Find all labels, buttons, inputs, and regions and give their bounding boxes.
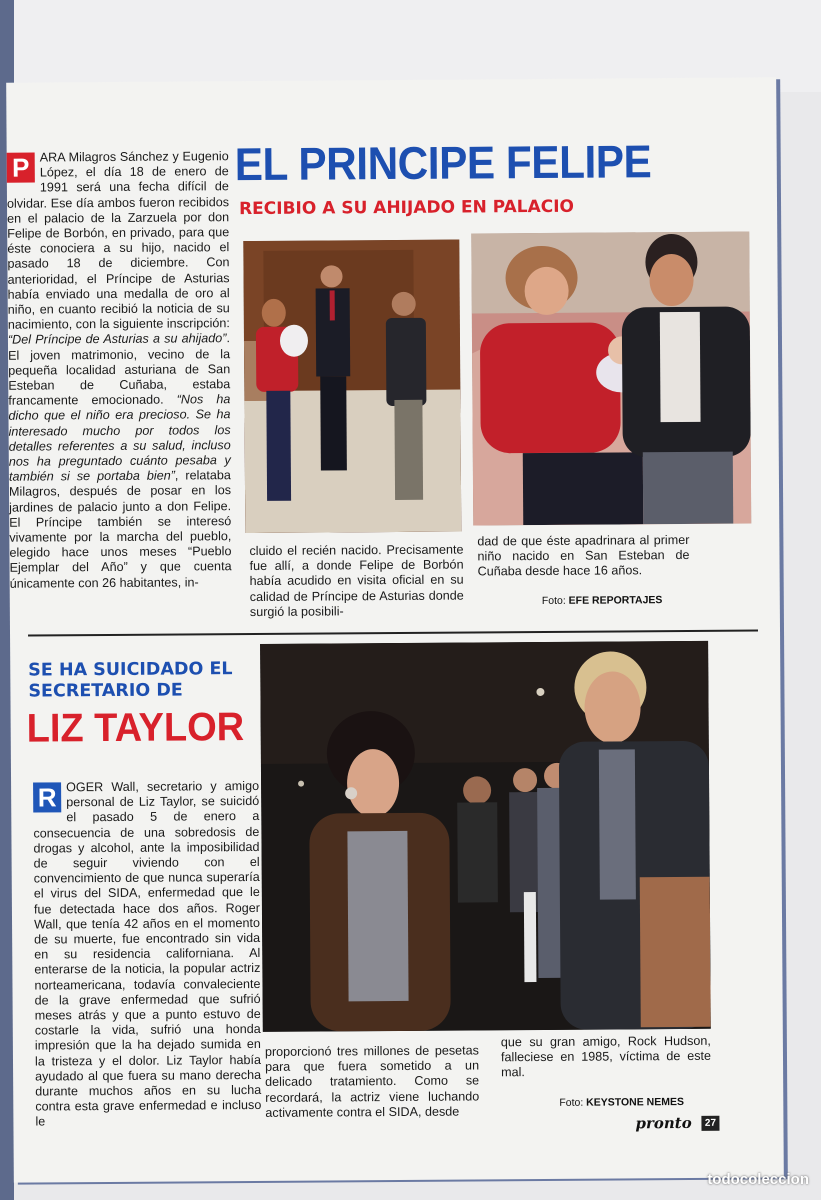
article2-column-2 [265,1043,480,1121]
article1-column-3-text: dad de que éste apadrinara al primer niño nacido en San Esteban de Cuñaba desde hace 16 años. [477,532,690,579]
article1-text-a: ARA Milagros Sánchez y Eugenio López, el día 18 de enero de 1991 será una fecha difícil de olvidar. Ese día ambos fueron recibidos en el palacio de la Zarzuela por don Felipe de Borbón, en privado, para que éste conociera a su hijo, nacido el pasado 18 de diciembre. Con anterioridad, el Príncipe de Asturias había enviado una medalla de oro al niño, en cuanto recibió la noticia de su nacimiento, con la siguiente inscripción: [6,149,230,332]
article2-credit-label: Foto: [559,1096,584,1109]
article1-title: EL PRINCIPE FELIPE [234,135,652,191]
photo-liz-taylor [260,641,711,1032]
article2-dropcap: R [33,782,61,812]
article2-title: LIZ TAYLOR [26,705,245,751]
article1-column-2-text: cluido el recién nacido. Precisamente fue allí, a donde Felipe de Borbón había acudido en visita oficial en su calidad de Príncipe de Asturias donde surgió la posibili- [249,542,464,619]
article2-text: OGER Wall, secretario y amigo personal de Liz Taylor, se suicidó el pasado 5 de enero a consecuencia de una sobredosis de drogas y alcohol, ante la imposibilidad de seguir viviendo con el convencimiento de que nunca superaría el virus del SIDA, enfermedad que le fue detectada hace dos años. Roger Wall, que tenía 42 años en el momento de su muerte, fue encontrado sin vida en su residencia californiana. Al enterarse de la noticia, la popular actriz norteamericana, todavía convaleciente de la grave enfermedad que sufrió meses atrás y que a punto estuvo de costarle la vida, sufrió una honda impresión que la ha dejado sumida en la tristeza y el dolor. Liz Taylor había ayudado al que fuera su mano derecha durante muchos años en su lucha contra esta grave enfermedad e incluso le [33,778,262,1129]
watermark: todocoleccion [707,1171,809,1188]
photo-prince-with-couple [243,240,461,534]
article2-kicker: SE HA SUICIDADO EL SECRETARIO DE [28,659,233,702]
article1-column-2 [249,543,464,621]
article1-quote-2: “Nos ha dicho que el niño era precioso. Se ha interesado mucho por todos los detalles referentes a su salud, incluso nos ha preguntado cuánto pesaba y también si se portaba bien” [8,392,231,484]
page-number: 27 [701,1116,719,1131]
magazine-page [6,77,784,1182]
section-divider [28,629,758,636]
photo-couple-with-baby [471,232,751,526]
article2-column-3 [501,1034,711,1081]
article1-photo-credit [542,594,663,607]
article1-credit-label: Foto: [541,594,566,607]
article2-column-2-text: proporcionó tres millones de pesetas para que fuera sometido a un delicado tratamiento. Como se recordará, la actriz viene luchando activamente contra el SIDA, desde [264,1043,480,1120]
article2-credit-name: KEYSTONE NEMES [586,1095,685,1109]
article1-subtitle: RECIBIO A SU AHIJADO EN PALACIO [238,196,575,220]
article1-column-1 [7,149,232,591]
article1-column-3 [477,533,689,580]
article1-text-c: , relataba Milagros, después de posar en los jardines de palacio junto a don Felipe. El Príncipe también se interesó vivamente por la marcha del pueblo, elegido hace unos meses “Pueblo Ejemplar del Año” y que cuenta únicamente con 26 habitantes, in- [8,468,232,591]
article2-column-1 [33,779,261,1130]
magazine-brand-logo: pronto [635,1113,692,1133]
article1-text-b: . El joven matrimonio, vecino de la pequeña localidad asturiana de San Esteban de Cuñaba, estaba francamente emocionado. [8,331,231,408]
article1-credit-name: EFE REPORTAJES [568,594,663,607]
article1-quote-1: “Del Príncipe de Asturias a su ahijado” [7,331,227,348]
article2-column-3-text: que su gran amigo, Rock Hudson, falleciese en 1985, víctima de este mal. [500,1033,712,1080]
article1-dropcap: P [7,153,35,183]
article2-photo-credit [559,1096,684,1109]
